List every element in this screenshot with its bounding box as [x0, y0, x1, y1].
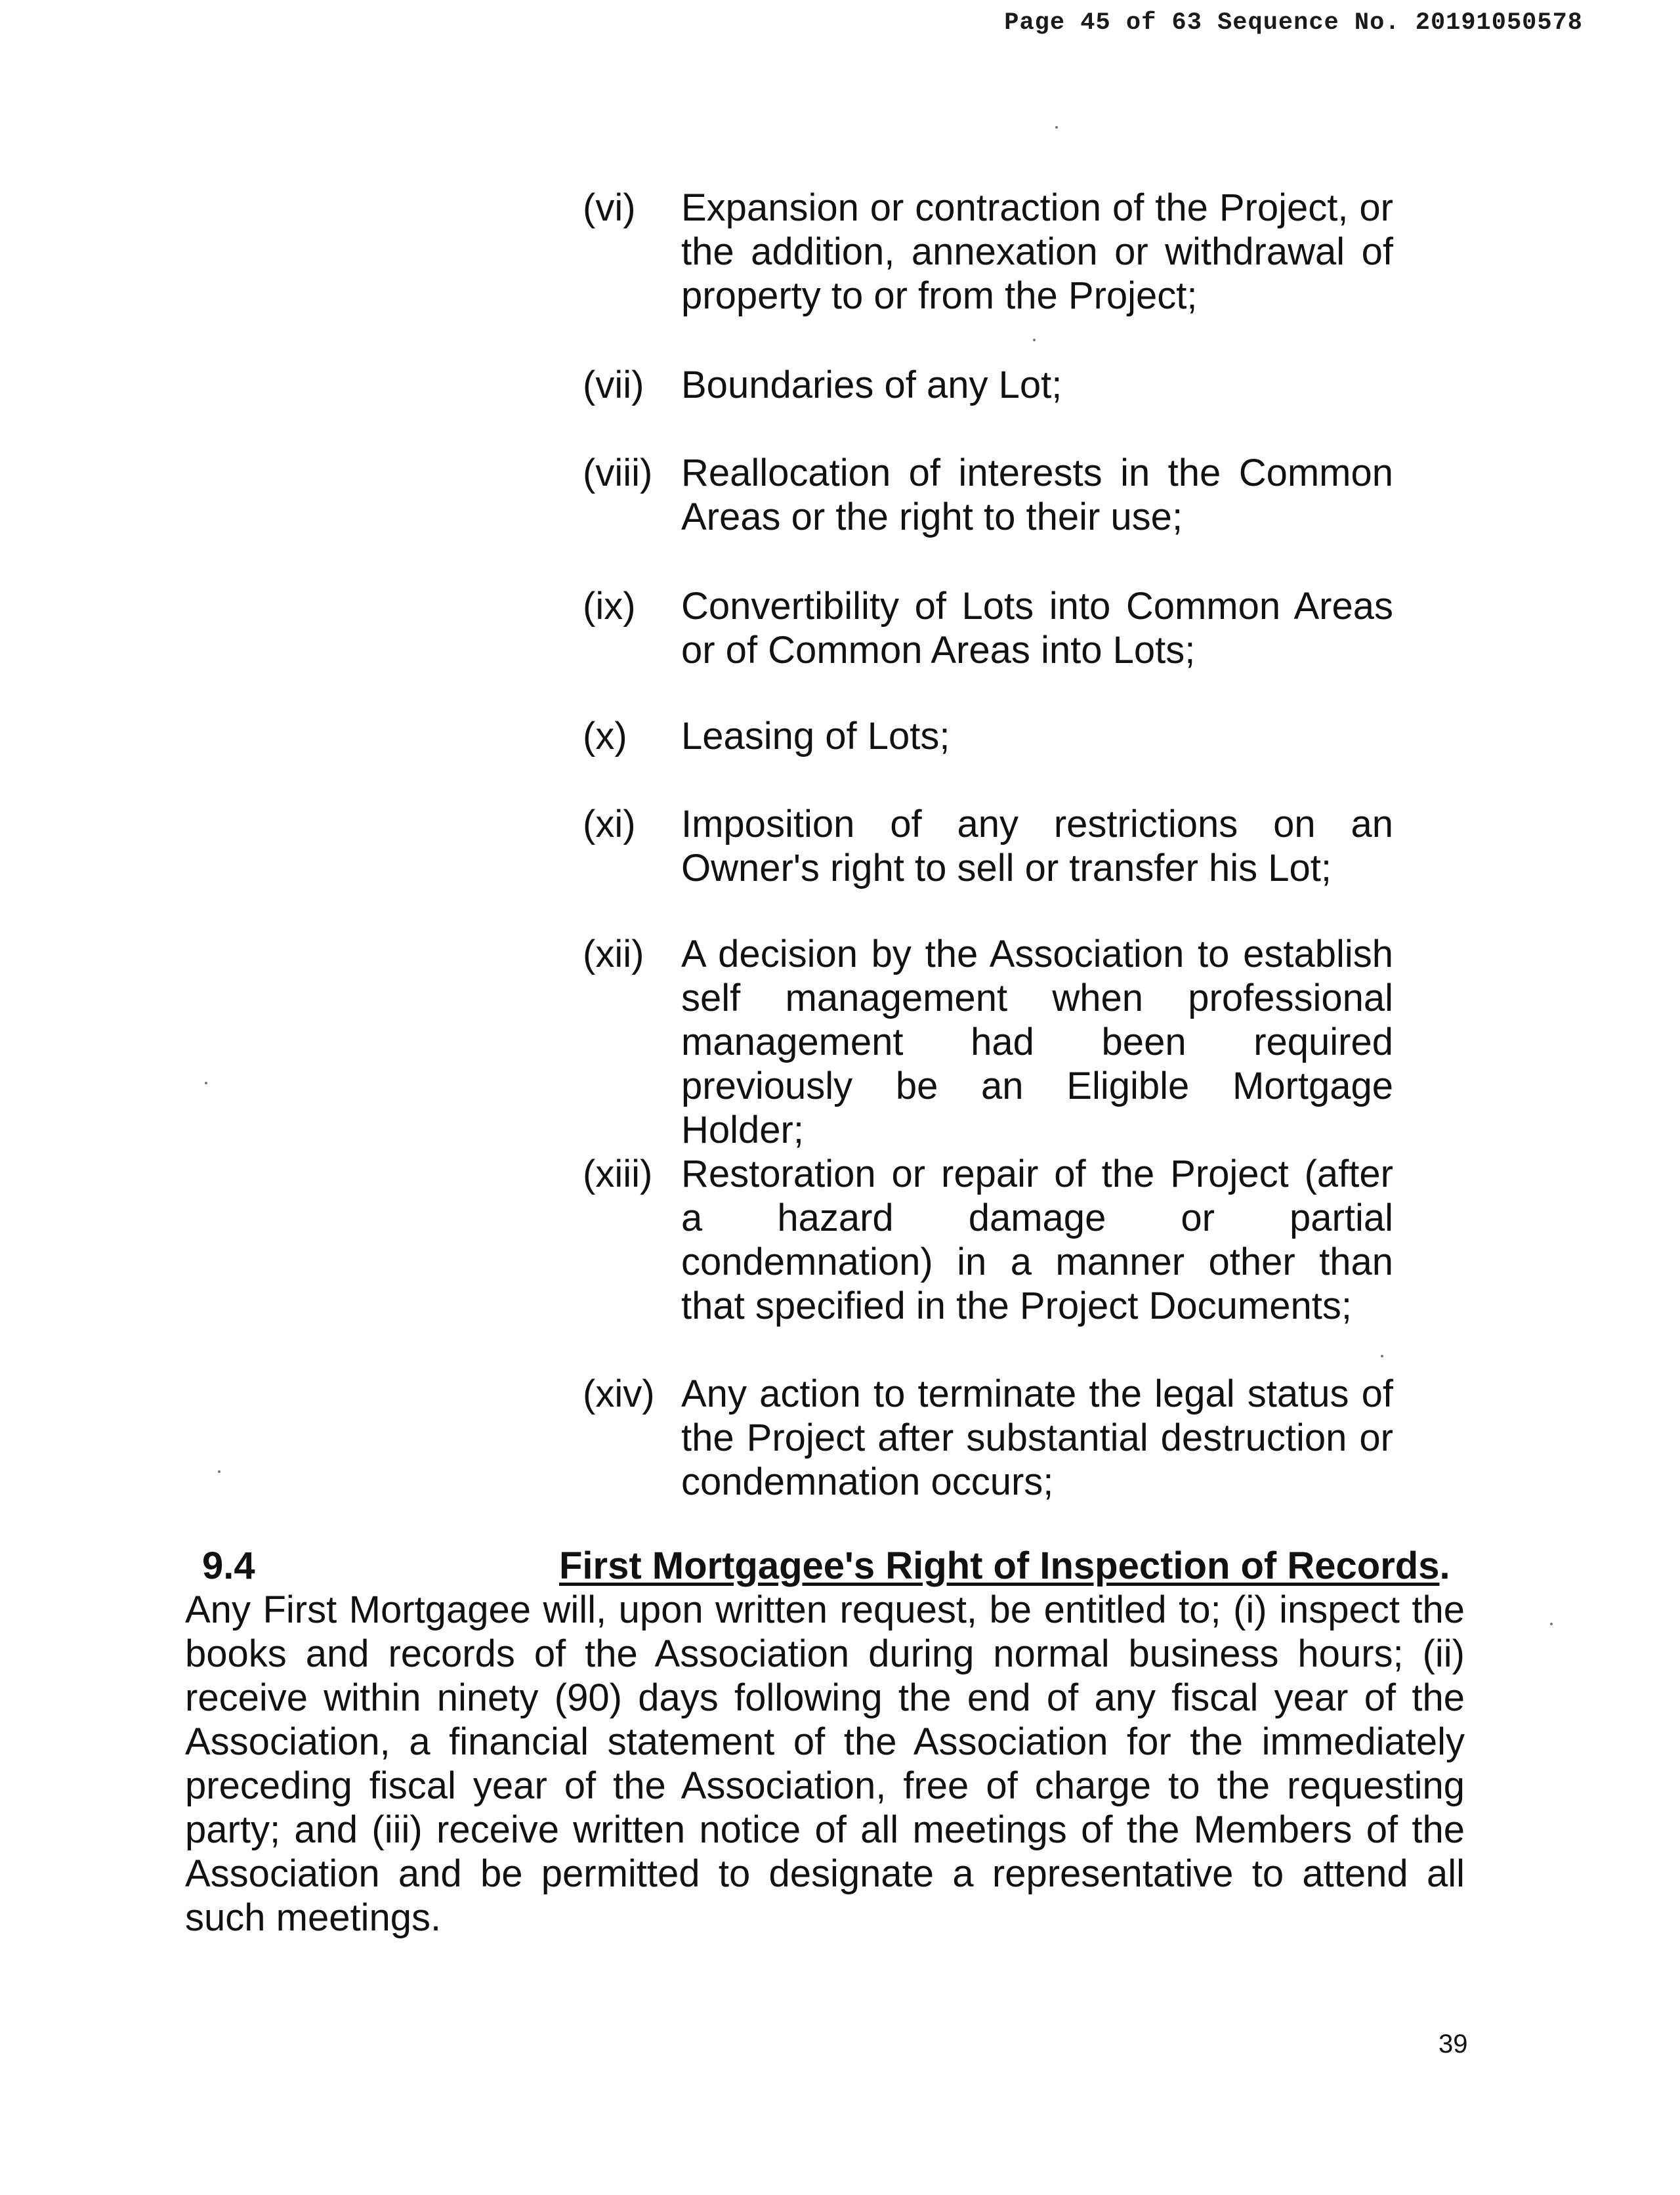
- list-item-text: Expansion or contraction of the Project, or the addition, annexation or withdrawal of property to or from the Project;: [681, 186, 1393, 317]
- page-number: 39: [1438, 2030, 1468, 2058]
- section-body-text: Any First Mortgagee will, upon written request, be entitled to; (i) inspect the books and records of the Association during normal business hours; (ii) receive within ninety (90) days following the end of any fiscal year of the Association, a financial statement of the Association for the immediately preceding fiscal year of the Association, free of charge to the requesting party; and (iii) receive written notice of all meetings of the Members of the Association and be permitted to designate a representative to attend all such meetings.: [185, 1588, 1465, 1939]
- page-header-sequence: Page 45 of 63 Sequence No. 20191050578: [1004, 9, 1583, 37]
- list-item-number: (xi): [583, 803, 636, 845]
- list-item-text: Imposition of any restrictions on an Owner's right to sell or transfer his Lot;: [681, 803, 1393, 889]
- list-item-text: Leasing of Lots;: [681, 715, 950, 757]
- scan-speck: [1550, 1623, 1553, 1625]
- list-item-number: (xiii): [583, 1153, 653, 1195]
- scan-speck: [218, 1470, 220, 1473]
- section-number: 9.4: [202, 1545, 255, 1587]
- list-item-number: (vi): [583, 186, 636, 229]
- list-item-number: (xii): [583, 933, 644, 975]
- list-item-text: Any action to terminate the legal status of the Project after substantial destruction or condemnation occurs;: [681, 1373, 1393, 1503]
- list-item-number: (x): [583, 715, 627, 757]
- list-item-number: (xiv): [583, 1373, 655, 1415]
- section-title-period: .: [1439, 1545, 1450, 1587]
- list-item-text: Reallocation of interests in the Common Areas or the right to their use;: [681, 452, 1393, 538]
- list-item-number: (vii): [583, 364, 644, 406]
- section-title-text: First Mortgagee's Right of Inspection of Records: [559, 1545, 1440, 1587]
- section-heading-spacer: [185, 1544, 1465, 1588]
- scan-speck: [1055, 126, 1058, 129]
- list-item-number: (ix): [583, 585, 636, 628]
- list-item-text: A decision by the Association to establish self management when professional management had been required previously be an Eligible Mortgage Holder;: [681, 933, 1393, 1151]
- scan-speck: [205, 1082, 207, 1084]
- scan-speck: [1033, 339, 1036, 341]
- scan-speck: [1381, 1355, 1383, 1357]
- list-item-number: (viii): [583, 452, 653, 494]
- list-item-text: Convertibility of Lots into Common Areas or of Common Areas into Lots;: [681, 585, 1393, 671]
- list-item-text: Restoration or repair of the Project (after a hazard damage or partial condemnation) in a manner other than that specified in the Project Documents;: [681, 1153, 1393, 1327]
- list-item-text: Boundaries of any Lot;: [681, 364, 1062, 406]
- section-body: [185, 1544, 1465, 1940]
